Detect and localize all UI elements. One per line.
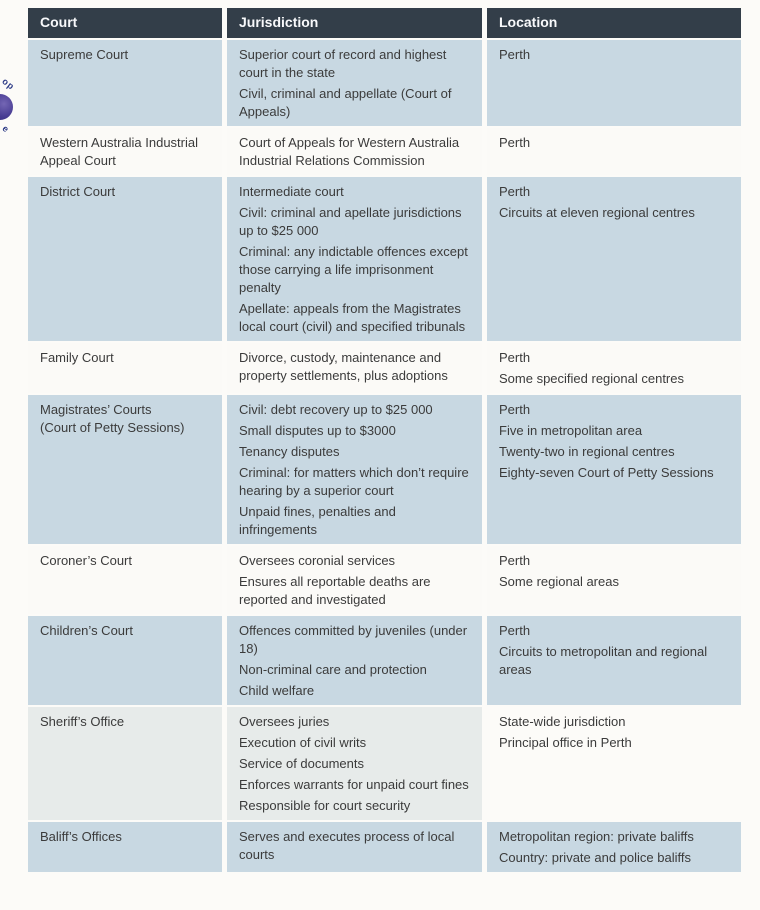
cell-line: Divorce, custody, maintenance and property settlements, plus adoptions	[239, 350, 448, 383]
table-row	[28, 177, 741, 341]
location-cell	[487, 343, 741, 393]
jurisdiction-cell	[227, 343, 482, 393]
cell-line: Circuits to metropolitan and regional areas	[499, 644, 708, 677]
cell-line: State-wide jurisdiction	[499, 714, 626, 729]
cell-line: Small disputes up to $3000	[239, 423, 396, 438]
cell-line: Western Australia Industrial	[40, 135, 198, 150]
location-cell	[487, 40, 741, 126]
table-row	[28, 343, 741, 393]
cell-line: Sheriff’s Office	[40, 714, 125, 729]
cell-line: Execution of civil writs	[239, 735, 367, 750]
cell-line: Appeal Court	[40, 153, 116, 168]
cell-line: Baliff’s Offices	[40, 829, 122, 844]
cell-line: (Court of Petty Sessions)	[40, 420, 185, 435]
court-cell	[28, 343, 222, 393]
table-row	[28, 822, 741, 872]
cell-line: Oversees coronial services	[239, 553, 396, 568]
cell-line: Tenancy disputes	[239, 444, 340, 459]
jurisdiction-cell	[227, 40, 482, 126]
table-row	[28, 707, 741, 820]
cell-line: Serves and executes process of local courts	[239, 829, 455, 862]
cell-line: Eighty-seven Court of Petty Sessions	[499, 465, 714, 480]
court-cell	[28, 177, 222, 341]
table-row	[28, 616, 741, 705]
cell-line: Five in metropolitan area	[499, 423, 643, 438]
cell-line: Family Court	[40, 350, 114, 365]
cell-line: Civil, criminal and appellate (Court of Appeals)	[239, 86, 452, 119]
cell-line: Non-criminal care and protection	[239, 662, 427, 677]
court-cell	[28, 40, 222, 126]
cell-line: Perth	[499, 135, 531, 150]
table-row	[28, 395, 741, 544]
cell-line: Magistrates’ Courts	[40, 402, 152, 417]
court-cell	[28, 707, 222, 820]
court-cell	[28, 616, 222, 705]
cell-line: Metropolitan region: private baliffs	[499, 829, 694, 844]
location-cell	[487, 128, 741, 175]
cell-line: Twenty-two in regional centres	[499, 444, 675, 459]
court-cell	[28, 546, 222, 614]
location-cell	[487, 707, 741, 820]
table-row	[28, 128, 741, 175]
cell-line: Perth	[499, 553, 531, 568]
location-cell	[487, 616, 741, 705]
cell-line: Civil: criminal and apellate jurisdictions up to $25 000	[239, 205, 462, 238]
cell-line: Country: private and police baliffs	[499, 850, 691, 865]
column-header-location: Location	[487, 8, 741, 38]
cell-line: District Court	[40, 184, 116, 199]
location-cell	[487, 822, 741, 872]
cell-line: Perth	[499, 184, 531, 199]
cell-line: Unpaid fines, penalties and infringements	[239, 504, 396, 537]
cell-line: Perth	[499, 402, 531, 417]
jurisdiction-cell	[227, 822, 482, 872]
cell-line: Supreme Court	[40, 47, 129, 62]
cell-line: Perth	[499, 350, 531, 365]
cell-line: Ensures all reportable deaths are reported and investigated	[239, 574, 431, 607]
stamp-top-text: op	[0, 76, 17, 92]
cell-line: Criminal: for matters which don’t require hearing by a superior court	[239, 465, 469, 498]
cell-line: Some specified regional centres	[499, 371, 684, 386]
cell-line: Superior court of record and highest court in the state	[239, 47, 447, 80]
jurisdiction-cell	[227, 177, 482, 341]
header-row	[28, 8, 741, 38]
stamp-circle-icon	[0, 94, 13, 120]
jurisdiction-cell	[227, 128, 482, 175]
cell-line: Offences committed by juveniles (under 18)	[239, 623, 468, 656]
cell-line: Circuits at eleven regional centres	[499, 205, 695, 220]
location-cell	[487, 177, 741, 341]
cell-line: Service of documents	[239, 756, 365, 771]
location-cell	[487, 546, 741, 614]
cell-line: Court of Appeals for Western Australia Industrial Relations Commission	[239, 135, 460, 168]
table-row	[28, 40, 741, 126]
column-header-jurisdiction: Jurisdiction	[227, 8, 482, 38]
cell-line: Children’s Court	[40, 623, 133, 638]
cell-line: Enforces warrants for unpaid court fines	[239, 777, 469, 792]
cell-line: Apellate: appeals from the Magistrates local court (civil) and specified tribunals	[239, 301, 466, 334]
court-cell	[28, 822, 222, 872]
cell-line: Perth	[499, 623, 531, 638]
column-header-court: Court	[28, 8, 222, 38]
cell-line: Intermediate court	[239, 184, 344, 199]
jurisdiction-cell	[227, 707, 482, 820]
cell-line: Civil: debt recovery up to $25 000	[239, 402, 433, 417]
court-cell	[28, 395, 222, 544]
cell-line: Responsible for court security	[239, 798, 411, 813]
cell-line: Coroner’s Court	[40, 553, 133, 568]
jurisdiction-cell	[227, 616, 482, 705]
table-row	[28, 546, 741, 614]
court-cell	[28, 128, 222, 175]
courts-table	[23, 6, 746, 874]
location-cell	[487, 395, 741, 544]
cell-line: Some regional areas	[499, 574, 619, 589]
jurisdiction-cell	[227, 546, 482, 614]
cell-line: Child welfare	[239, 683, 315, 698]
cell-line: Perth	[499, 47, 531, 62]
jurisdiction-cell	[227, 395, 482, 544]
cell-line: Criminal: any indictable offences except those carrying a life imprisonment penalty	[239, 244, 468, 295]
cell-line: Principal office in Perth	[499, 735, 632, 750]
stamp-bottom-text: e	[0, 123, 12, 135]
cell-line: Oversees juries	[239, 714, 330, 729]
